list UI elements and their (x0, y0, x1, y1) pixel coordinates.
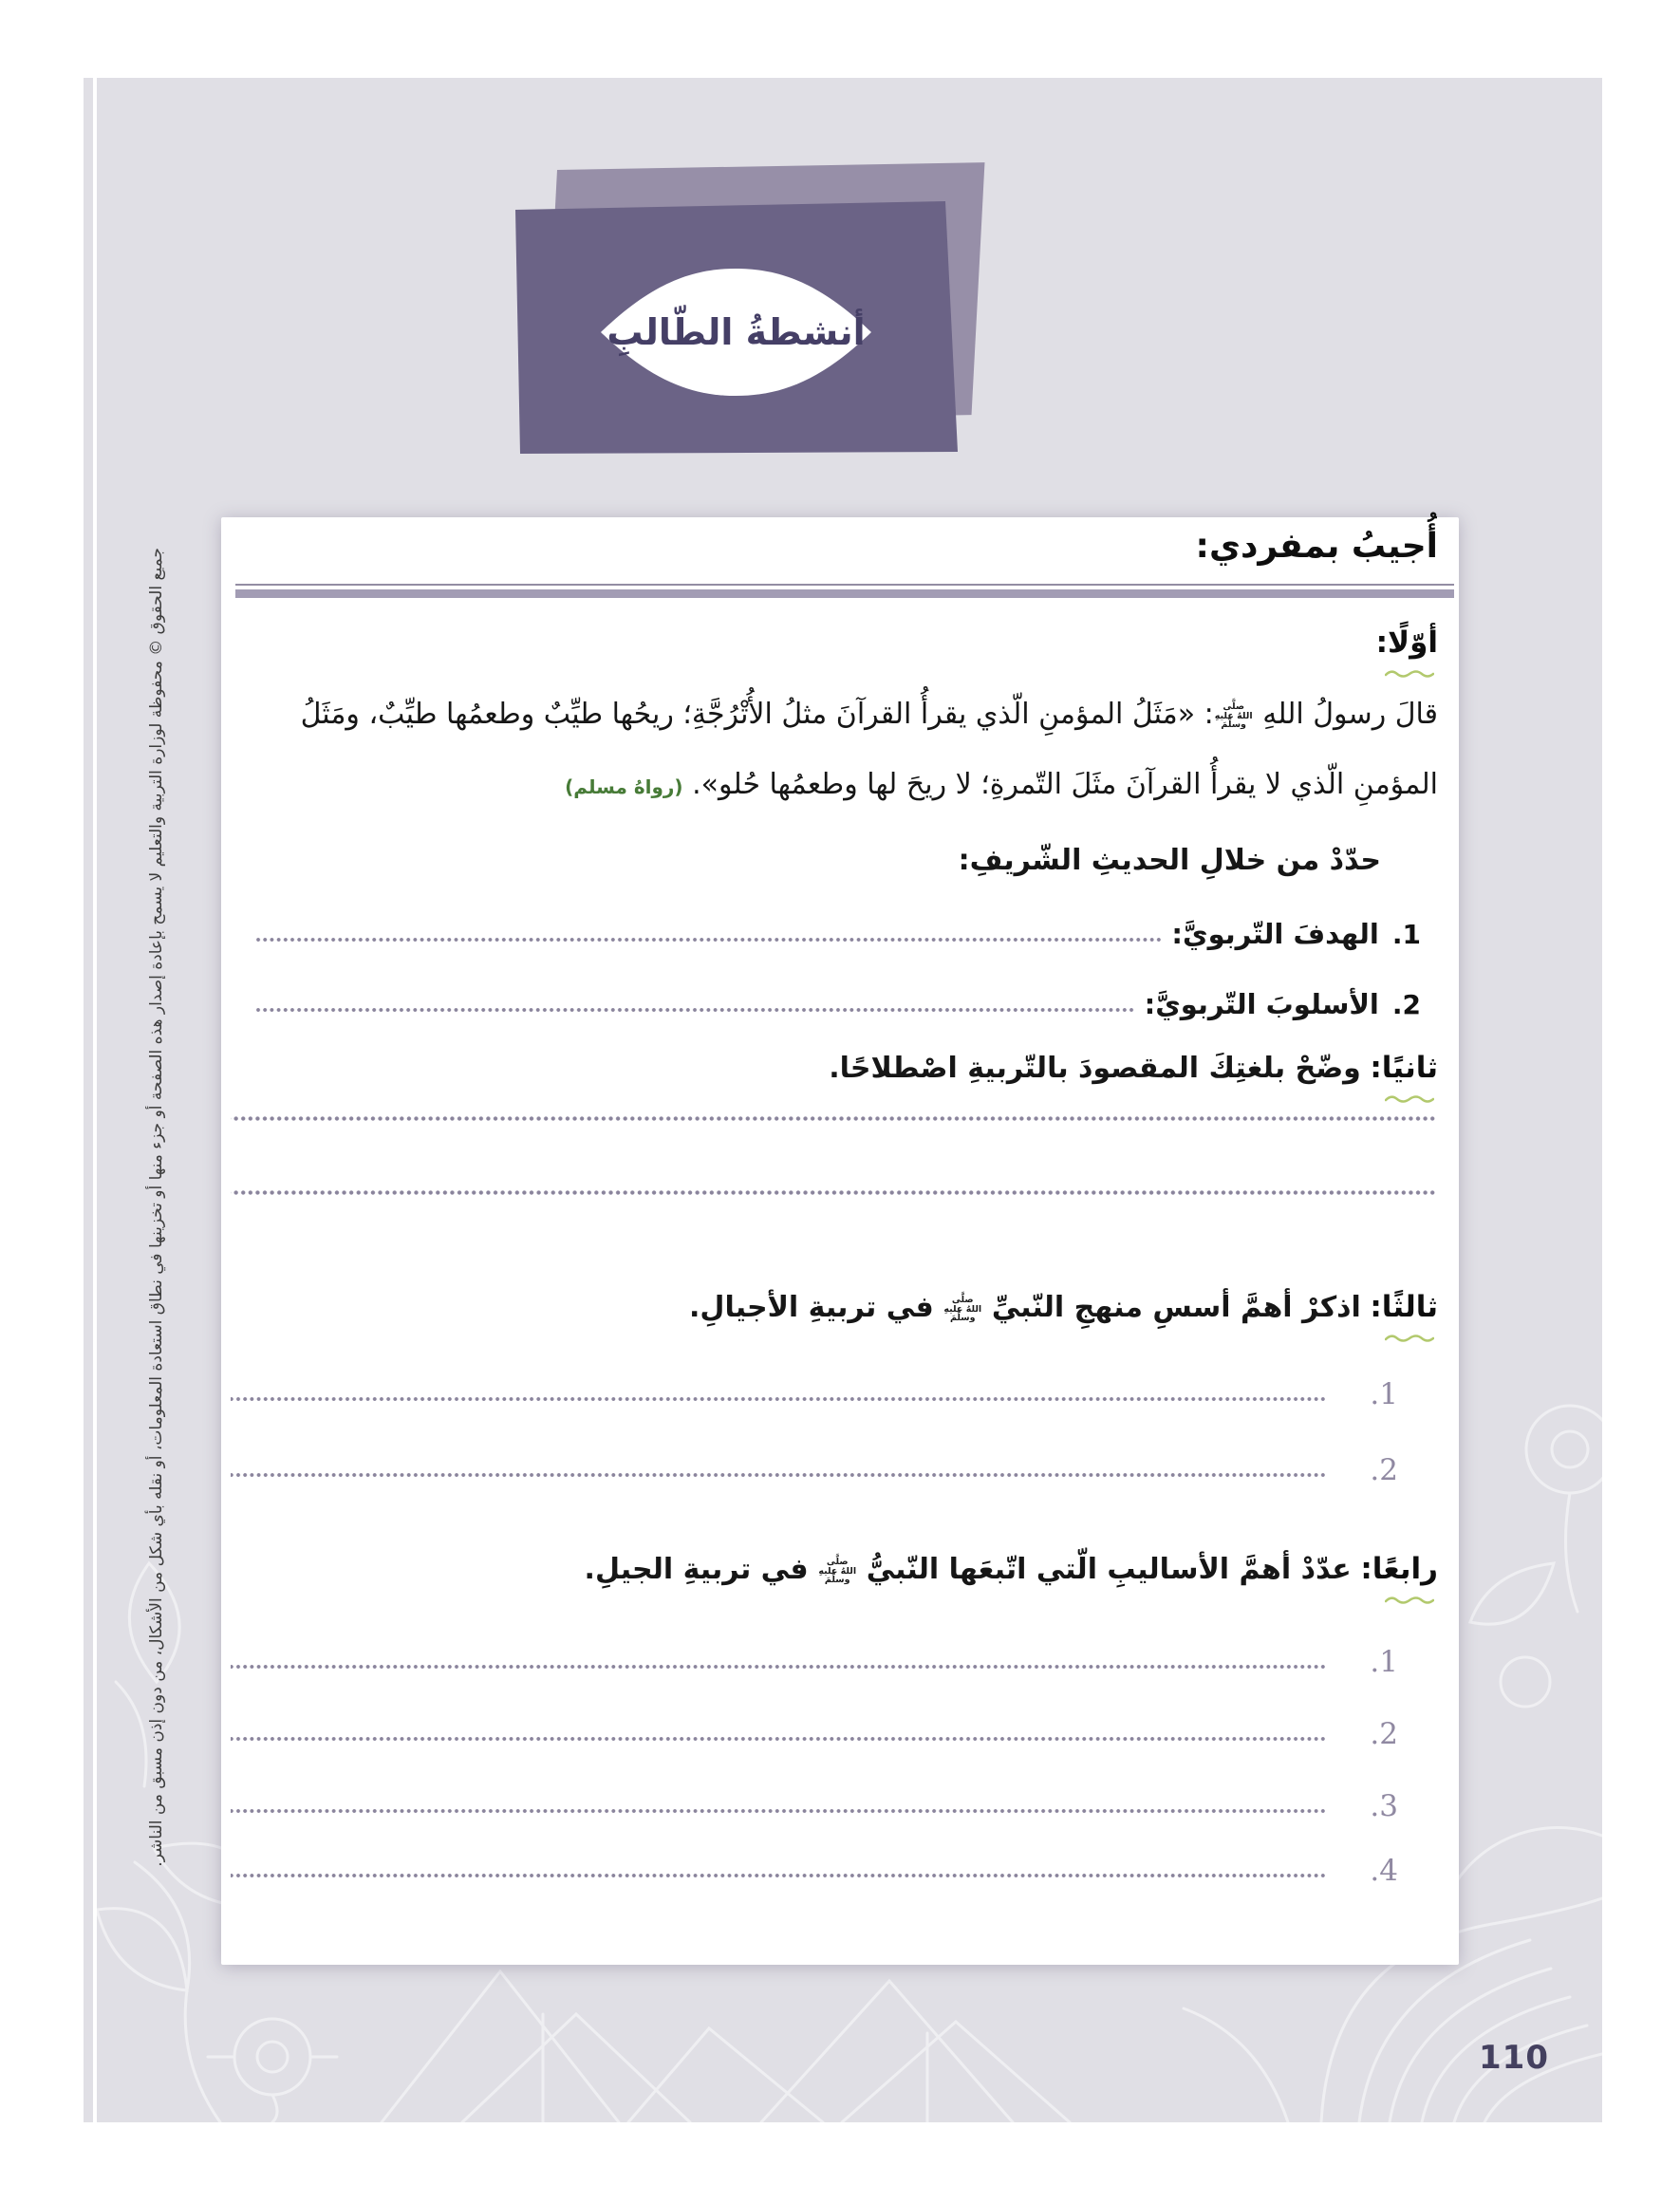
pbuh-honorific: صلَّى اللهُ عليهِ وسلَّمَ (943, 1295, 982, 1323)
keyword-first: أوّلًا: (1375, 625, 1438, 660)
section-first-heading (242, 624, 1438, 663)
answer-dotted-line (254, 1007, 1135, 1013)
copyright-sidebar: جميع الحقوق © محفوظة لوزارة التربية والتعليم لا يسمح بإعادة إصدار هذه الصفحة أو جزء منها أو تخزينها في نطاق استعادة المعلومات، أو نقله بأي شكل من الأشكال، من دون إذن مسبق من الناشر. (147, 548, 166, 1867)
header-rule-thick (235, 589, 1454, 598)
item-number: 3. (1370, 1789, 1398, 1823)
wavy-underline-icon (1385, 1093, 1434, 1103)
header-rule-thin (235, 584, 1454, 586)
wavy-underline-icon (1385, 1333, 1434, 1342)
item-number: 4. (1370, 1854, 1398, 1888)
answer-row (231, 1837, 1398, 1886)
item-number: 1. (1370, 1377, 1398, 1411)
page-sheet (97, 78, 1602, 2122)
wavy-underline-icon (1385, 668, 1434, 678)
keyword-second: ثانيًا: (1370, 1051, 1438, 1085)
answer-dotted-line (231, 1189, 1436, 1196)
page-number: 110 (1479, 2039, 1549, 2077)
item-number: 2. (1370, 1453, 1398, 1487)
section-second-heading: ثانيًا: وضّحْ بلغتِكَ المقصودَ بالتّربيةِ اصْطلاحًا. (242, 1049, 1438, 1089)
section-third-heading: ثالثًا: اذكرْ أهمَّ أسسِ منهجِ النّبيِّ صلَّى اللهُ عليهِ وسلَّمَ في تربيةِ الأجيالِ. (242, 1288, 1438, 1328)
item-label: الهدفَ التّربويَّ: (1171, 918, 1379, 950)
answer-row (231, 1700, 1398, 1749)
answer-row (231, 1628, 1398, 1677)
item-number: 1. (1370, 1645, 1398, 1679)
item-number: 2. (1391, 989, 1421, 1020)
answer-row (231, 1360, 1398, 1410)
hadith-text-1: : «مَثَلُ المؤمنِ الّذي يقرأُ القرآنَ مثلُ الأُتْرُجَّةِ؛ ريحُها طيِّبٌ وطعمُها طيِّبٌ، ومَثَلُ (300, 698, 1214, 731)
answer-dotted-line (231, 1736, 1326, 1742)
banner-lens (601, 269, 871, 396)
item-number: 2. (1370, 1717, 1398, 1751)
hadith-text-2: المؤمنِ الّذي لا يقرأُ القرآنَ مثَلَ التّمرةِ؛ لا ريحَ لها وطعمُها حُلو». (692, 768, 1438, 801)
wavy-underline-icon (1385, 1595, 1434, 1604)
answer-dotted-line (231, 1115, 1436, 1122)
hadith-line-2 (240, 766, 1438, 803)
answer-dotted-line (231, 1396, 1326, 1402)
first-prompt: حدّدْ من خلالِ الحديثِ الشّريفِ: (958, 844, 1381, 877)
answer-dotted-line (231, 1873, 1326, 1878)
spine-stripe (84, 78, 93, 2122)
hadith-line-1 (240, 696, 1438, 733)
banner-title: أنشطةُ الطّالبِ (607, 311, 866, 353)
answer-dotted-line (231, 1664, 1326, 1670)
student-activities-banner (515, 201, 961, 457)
answer-row (254, 975, 1421, 1020)
answer-dotted-line (254, 937, 1162, 943)
keyword-fourth: رابعًا: (1360, 1552, 1438, 1586)
answer-row (231, 1436, 1398, 1485)
narrator-credit: (رواهُ مسلم) (565, 775, 683, 798)
answer-dotted-line (231, 1472, 1326, 1478)
pbuh-honorific: صلَّى اللهُ عليهِ وسلَّمَ (1214, 701, 1253, 730)
activities-card (221, 517, 1459, 1965)
pbuh-honorific: صلَّى اللهُ عليهِ وسلَّمَ (818, 1557, 857, 1585)
section-fourth-heading: رابعًا: عدّدْ أهمَّ الأساليبِ الّتي اتّبعَها النّبيُّ صلَّى اللهُ عليهِ وسلَّمَ في تربيةِ الجيلِ. (242, 1550, 1438, 1590)
card-header: أُجيبُ بمفردي: (1195, 527, 1438, 566)
item-label: الأسلوبَ التّربويَّ: (1144, 988, 1379, 1020)
item-number: 1. (1391, 919, 1421, 950)
keyword-third: ثالثًا: (1370, 1290, 1438, 1324)
answer-row (231, 1772, 1398, 1821)
answer-row (254, 905, 1421, 950)
answer-dotted-line (231, 1808, 1326, 1814)
hadith-intro: قالَ رسولُ اللهِ (1262, 698, 1438, 731)
